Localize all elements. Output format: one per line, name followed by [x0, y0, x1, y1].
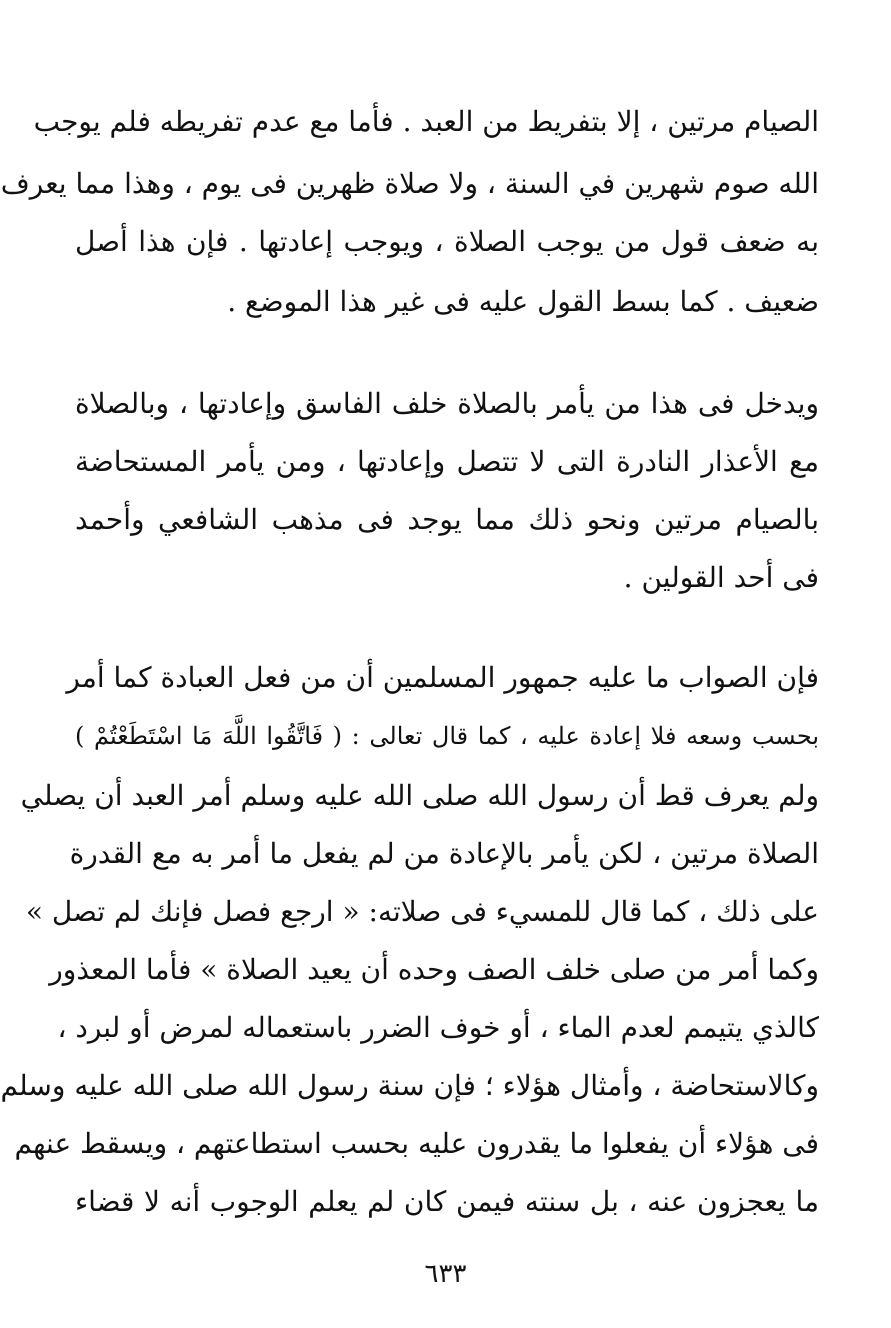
- text-line-with-verse: بحسب وسعه فلا إعادة عليه ، كما قال تعالى : ( فَاتَّقُوا اللَّهَ مَا اسْتَطَعْتُمْ ): [75, 722, 819, 750]
- text-line: فإن الصواب ما عليه جمهور المسلمين أن من فعل العبادة كما أمر: [66, 661, 819, 694]
- text-line: فى أحد القولين .: [623, 561, 819, 594]
- text-line: الله صوم شهرين في السنة ، ولا صلاة ظهرين فى يوم ، وهذا مما يعرف: [0, 167, 819, 200]
- text-line: وكالاستحاضة ، وأمثال هؤلاء ؛ فإن سنة رسول الله صلى الله عليه وسلم: [0, 1069, 819, 1102]
- text-line: ضعيف . كما بسط القول عليه فى غير هذا الموضع .: [227, 285, 819, 318]
- text-line: ما يعجزون عنه ، بل سنته فيمن كان لم يعلم الوجوب أنه لا قضاء: [75, 1185, 819, 1218]
- text-line: ولم يعرف قط أن رسول الله صلى الله عليه وسلم أمر العبد أن يصلي: [20, 779, 819, 812]
- text-line: بالصيام مرتين ونحو ذلك مما يوجد فى مذهب الشافعي وأحمد: [75, 503, 819, 536]
- text-line: على ذلك ، كما قال للمسيء فى صلاته: « ارجع فصل فإنك لم تصل »: [25, 895, 819, 928]
- text-line: به ضعف قول من يوجب الصلاة ، ويوجب إعادتها . فإن هذا أصل: [75, 225, 819, 258]
- page-number: ٦٣٣: [424, 1259, 467, 1289]
- text-line: مع الأعذار النادرة التى لا تتصل وإعادتها ، ومن يأمر المستحاضة: [75, 445, 819, 478]
- text-line: وكما أمر من صلى خلف الصف وحده أن يعيد الصلاة » فأما المعذور: [49, 953, 819, 986]
- text-line: فى هؤلاء أن يفعلوا ما يقدرون عليه بحسب استطاعتهم ، ويسقط عنهم: [14, 1127, 819, 1160]
- text-line: كالذي يتيمم لعدم الماء ، أو خوف الضرر باستعماله لمرض أو لبرد ،: [57, 1011, 819, 1044]
- text-line: الصيام مرتين ، إلا بتفريط من العبد . فأما مع عدم تفريطه فلم يوجب: [33, 105, 819, 138]
- text-line: الصلاة مرتين ، لكن يأمر بالإعادة من لم يفعل ما أمر به مع القدرة: [69, 837, 819, 870]
- text-line: ويدخل فى هذا من يأمر بالصلاة خلف الفاسق وإعادتها ، وبالصلاة: [75, 387, 819, 420]
